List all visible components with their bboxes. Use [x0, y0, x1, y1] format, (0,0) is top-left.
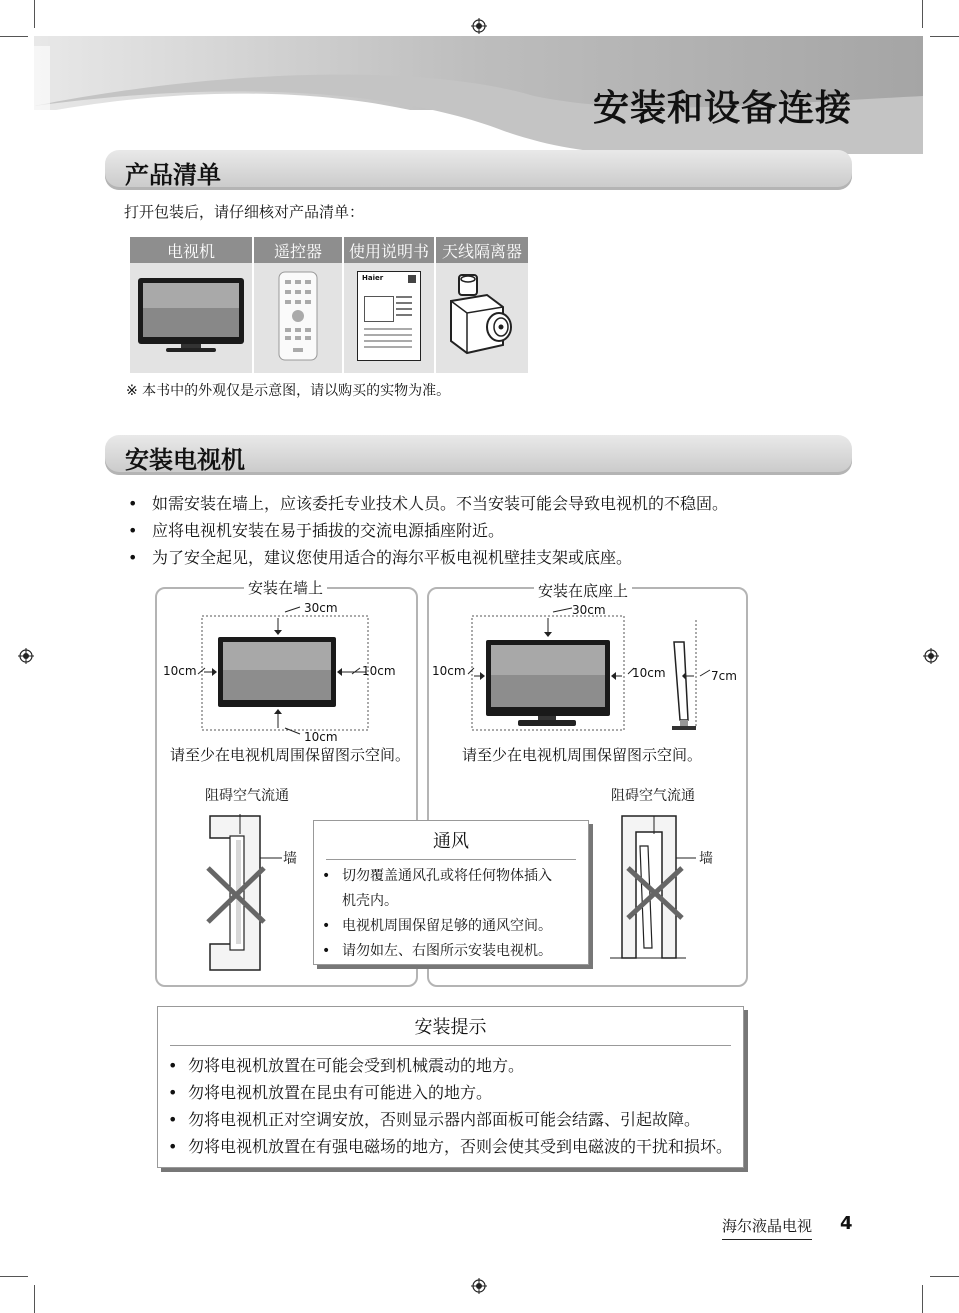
- list-item: • 为了安全起见，建议您使用适合的海尔平板电视机壁挂支架或底座。: [128, 544, 728, 571]
- manual-brand: Haier: [362, 274, 384, 282]
- stand-top-clearance: 30cm: [572, 603, 606, 617]
- stand-panel-title: 安装在底座上: [534, 580, 632, 601]
- list-item: • 勿将电视机正对空调安放，否则显示器内部面板可能会结露、引起故障。: [168, 1106, 743, 1133]
- antenna-isolator-image-cell: [436, 263, 528, 373]
- column-header-remote: 遥控器: [254, 237, 342, 263]
- wall-label-left: 墙: [283, 851, 297, 867]
- wall-label-right: 墙: [699, 851, 713, 867]
- antenna-isolator-icon: [447, 271, 517, 361]
- remote-image-cell: [254, 263, 342, 373]
- registration-mark-icon: [471, 18, 487, 34]
- list-item: • 请勿如左、右图所示安装电视机。: [322, 939, 588, 964]
- ventilation-list: [322, 864, 588, 964]
- crop-mark: [922, 0, 923, 28]
- crop-mark: [34, 1285, 35, 1313]
- package-contents-table: [128, 237, 530, 373]
- list-item: • 勿将电视机放置在可能会受到机械震动的地方。: [168, 1052, 743, 1079]
- stand-left-clearance: 10cm: [432, 664, 466, 678]
- crop-mark: [930, 36, 959, 37]
- stand-clearance-diagram: [432, 600, 742, 740]
- list-item: • 应将电视机安装在易于插拔的交流电源插座附近。: [128, 517, 728, 544]
- list-item-continued: [322, 889, 588, 914]
- registration-mark-icon: [923, 648, 939, 664]
- section-bar-install: [105, 435, 852, 475]
- list-item: • 切勿覆盖通风孔或将任何物体插入: [322, 864, 588, 889]
- wall-left-clearance: 10cm: [163, 664, 197, 678]
- page-number: 4: [840, 1213, 853, 1234]
- ventilation-box: [313, 820, 589, 965]
- column-header-antenna: 天线隔离器: [436, 237, 528, 263]
- crop-mark: [0, 36, 28, 37]
- tv-image-cell: [130, 263, 252, 373]
- list-item: • 勿将电视机放置在昆虫有可能进入的地方。: [168, 1079, 743, 1106]
- crop-mark: [930, 1276, 959, 1277]
- crop-mark: [34, 0, 35, 28]
- footer-brand: 海尔液晶电视: [722, 1215, 812, 1240]
- wall-right-clearance: 10cm: [362, 664, 396, 678]
- registration-mark-icon: [18, 648, 34, 664]
- crop-mark: [0, 1276, 28, 1277]
- install-bullets: [128, 490, 728, 571]
- stand-side-clearance: 7cm: [711, 669, 737, 683]
- page-title: 安装和设备连接: [592, 88, 852, 129]
- section-title: 产品清单: [125, 161, 221, 189]
- column-header-manual: 使用说明书: [344, 237, 434, 263]
- ventilation-title: 通风: [433, 831, 469, 852]
- appearance-note: ※ 本书中的外观仅是示意图，请以购买的实物为准。: [126, 383, 451, 399]
- stand-blocked-label: 阻碍空气流通: [611, 788, 695, 804]
- stand-recess-bad-diagram: [610, 812, 710, 962]
- remote-control-icon: [273, 270, 323, 362]
- install-tips-box: [157, 1006, 744, 1168]
- wall-caption: 请至少在电视机周围保留图示空间。: [170, 746, 411, 764]
- list-item-text: 机壳内。: [342, 893, 398, 909]
- list-item: • 电视机周围保留足够的通风空间。: [322, 914, 588, 939]
- manual-icon: [357, 271, 421, 361]
- wall-blocked-label: 阻碍空气流通: [205, 788, 289, 804]
- tv-icon: [136, 276, 246, 356]
- list-item: • 如需安装在墙上，应该委托专业技术人员。不当安装可能会导致电视机的不稳固。: [128, 490, 728, 517]
- wall-panel-title: 安装在墙上: [244, 577, 327, 598]
- stand-right-clearance: 10cm: [632, 666, 666, 680]
- section-title: 安装电视机: [125, 446, 245, 474]
- manual-image-cell: [344, 263, 434, 373]
- list-item: • 勿将电视机放置在有强电磁场的地方，否则会使其受到电磁波的干扰和损坏。: [168, 1133, 743, 1160]
- column-header-tv: 电视机: [130, 237, 252, 263]
- tips-title: 安装提示: [414, 1017, 487, 1038]
- tips-list: [168, 1052, 743, 1160]
- intro-text: 打开包装后，请仔细核对产品清单：: [124, 203, 365, 221]
- wall-recess-bad-diagram: [200, 812, 310, 977]
- wall-bottom-clearance: 10cm: [304, 730, 338, 744]
- registration-mark-icon: [471, 1278, 487, 1294]
- crop-mark: [922, 1285, 923, 1313]
- stand-caption: 请至少在电视机周围保留图示空间。: [462, 746, 703, 764]
- wall-top-clearance: 30cm: [304, 601, 338, 615]
- section-bar-product-list: [105, 150, 852, 190]
